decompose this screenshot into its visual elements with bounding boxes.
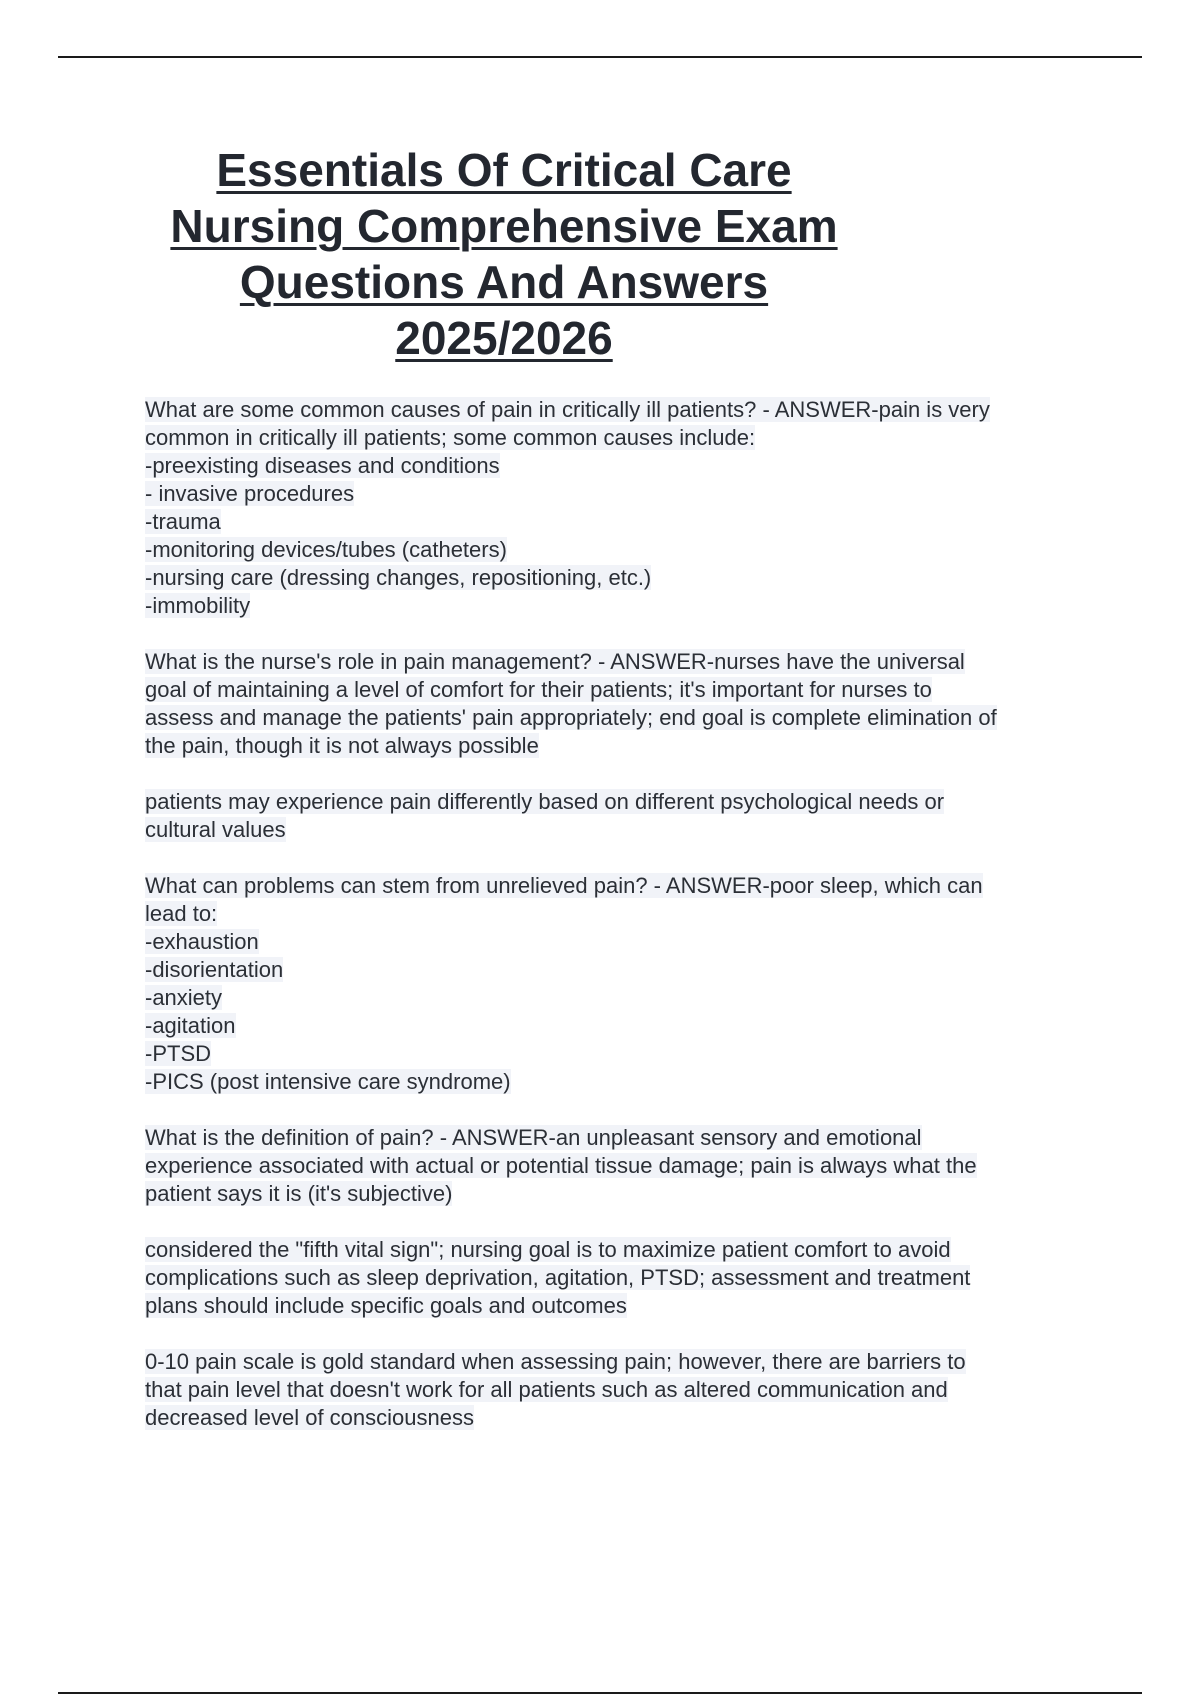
text-line: -preexisting diseases and conditions bbox=[145, 453, 500, 478]
text-line: decreased level of consciousness bbox=[145, 1405, 474, 1430]
document-title bbox=[60, 142, 948, 366]
text-line: patient says it is (it's subjective) bbox=[145, 1181, 453, 1206]
title-line: 2025/2026 bbox=[395, 312, 613, 364]
qa-paragraph-pain-causes bbox=[145, 396, 1105, 620]
text-line: that pain level that doesn't work for all patients such as altered communication and bbox=[145, 1377, 948, 1402]
text-line: - invasive procedures bbox=[145, 481, 355, 506]
title-line: Essentials Of Critical Care bbox=[216, 144, 792, 196]
text-line: plans should include specific goals and outcomes bbox=[145, 1293, 627, 1318]
text-line: considered the "fifth vital sign"; nursing goal is to maximize patient comfort to avoid bbox=[145, 1237, 951, 1262]
text-line: -monitoring devices/tubes (catheters) bbox=[145, 537, 507, 562]
text-line: the pain, though it is not always possible bbox=[145, 733, 539, 758]
text-line: patients may experience pain differently based on different psychological needs or bbox=[145, 789, 945, 814]
text-line: lead to: bbox=[145, 901, 218, 926]
text-line: -disorientation bbox=[145, 957, 284, 982]
paragraph-pain-differences bbox=[145, 788, 1105, 844]
text-line: -agitation bbox=[145, 1013, 236, 1038]
title-line: Questions And Answers bbox=[239, 256, 769, 308]
document-body bbox=[145, 396, 1105, 1460]
text-line: experience associated with actual or potential tissue damage; pain is always what the bbox=[145, 1153, 977, 1178]
paragraph-fifth-vital-sign bbox=[145, 1236, 1105, 1320]
text-line: assess and manage the patients' pain appropriately; end goal is complete elimination of bbox=[145, 705, 997, 730]
text-line: -anxiety bbox=[145, 985, 223, 1010]
text-line: -trauma bbox=[145, 509, 221, 534]
text-line: What are some common causes of pain in critically ill patients? - ANSWER-pain is very bbox=[145, 397, 990, 422]
text-line: complications such as sleep deprivation, agitation, PTSD; assessment and treatment bbox=[145, 1265, 971, 1290]
paragraph-pain-scale bbox=[145, 1348, 1105, 1432]
qa-paragraph-nurse-role bbox=[145, 648, 1105, 760]
title-line: Nursing Comprehensive Exam bbox=[170, 200, 838, 252]
text-line: goal of maintaining a level of comfort for their patients; it's important for nurses to bbox=[145, 677, 932, 702]
text-line: What can problems can stem from unrelieved pain? - ANSWER-poor sleep, which can bbox=[145, 873, 983, 898]
text-line: -exhaustion bbox=[145, 929, 259, 954]
text-line: What is the definition of pain? - ANSWER-an unpleasant sensory and emotional bbox=[145, 1125, 922, 1150]
text-line: 0-10 pain scale is gold standard when assessing pain; however, there are barriers to bbox=[145, 1349, 966, 1374]
text-line: -nursing care (dressing changes, repositioning, etc.) bbox=[145, 565, 652, 590]
text-line: -immobility bbox=[145, 593, 251, 618]
bottom-rule bbox=[58, 1692, 1142, 1694]
top-rule bbox=[58, 56, 1142, 58]
qa-paragraph-pain-definition bbox=[145, 1124, 1105, 1208]
text-line: -PICS (post intensive care syndrome) bbox=[145, 1069, 511, 1094]
text-line: -PTSD bbox=[145, 1041, 211, 1066]
text-line: What is the nurse's role in pain management? - ANSWER-nurses have the universal bbox=[145, 649, 965, 674]
qa-paragraph-unrelieved-pain bbox=[145, 872, 1105, 1096]
text-line: cultural values bbox=[145, 817, 286, 842]
text-line: common in critically ill patients; some common causes include: bbox=[145, 425, 756, 450]
